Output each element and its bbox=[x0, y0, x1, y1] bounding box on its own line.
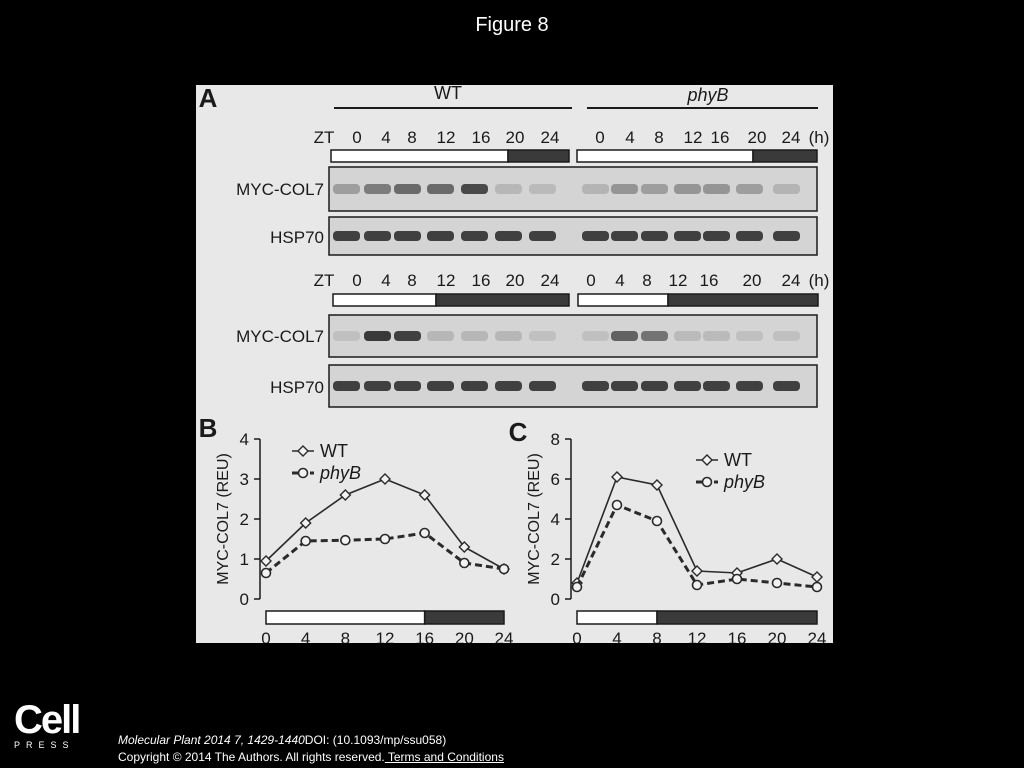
legend-c-marker bbox=[703, 478, 712, 487]
chart-c-y-tick-label: 2 bbox=[550, 550, 560, 569]
chart-c-x-tick-label: 24 bbox=[807, 629, 827, 643]
blot-band bbox=[703, 331, 730, 341]
chart-c-y-tick-label: 6 bbox=[550, 470, 560, 489]
hours-unit-bottom: (h) bbox=[808, 271, 830, 290]
legend-c-label: phyB bbox=[724, 472, 766, 492]
lightbar-a-bottom-phyb-dark bbox=[668, 294, 818, 306]
blot-band bbox=[582, 184, 609, 194]
data-point-phyb bbox=[301, 537, 310, 546]
blot-label: MYC-COL7 bbox=[236, 327, 324, 346]
blot-band bbox=[333, 381, 360, 391]
data-point-phyb bbox=[653, 517, 662, 526]
zt-tick-phyb-bottom: 0 bbox=[586, 271, 596, 290]
blot-band bbox=[773, 231, 800, 241]
legend-b-marker bbox=[299, 469, 308, 478]
blot-band bbox=[364, 331, 391, 341]
data-point-phyb bbox=[813, 583, 822, 592]
zt-tick-wt-bottom: 12 bbox=[436, 271, 456, 290]
blot-band bbox=[736, 381, 763, 391]
zt-tick-phyb-bottom: 4 bbox=[615, 271, 625, 290]
blot-band bbox=[364, 184, 391, 194]
data-point-phyb bbox=[420, 529, 429, 538]
lightbar-a-bottom-phyb-light bbox=[578, 294, 668, 306]
hours-unit-top: (h) bbox=[808, 128, 830, 147]
chart-b-x-tick-label: 8 bbox=[340, 629, 351, 643]
data-point-phyb bbox=[341, 536, 350, 545]
data-point-wt bbox=[692, 566, 702, 576]
data-point-phyb bbox=[262, 569, 271, 578]
blot-band bbox=[529, 331, 556, 341]
chart-b-light-period bbox=[266, 611, 425, 624]
zt-tick-wt-top: 8 bbox=[407, 128, 417, 147]
zt-tick-phyb-top: 8 bbox=[654, 128, 664, 147]
chart-b-x-tick-label: 0 bbox=[261, 629, 271, 643]
cell-press-logo bbox=[14, 698, 86, 750]
blot-label: HSP70 bbox=[270, 378, 324, 397]
chart-c-y-tick-label: 4 bbox=[550, 510, 560, 529]
data-point-wt bbox=[340, 490, 350, 500]
lightbar-a-top-phyb-light bbox=[577, 150, 753, 162]
blot-band bbox=[461, 331, 488, 341]
panel-b-label: B bbox=[198, 413, 218, 443]
blot-band bbox=[674, 184, 701, 194]
lightbar-a-bottom-wt-dark bbox=[436, 294, 569, 306]
figure-svg bbox=[196, 85, 833, 643]
lightbar-a-top-wt-light bbox=[331, 150, 508, 162]
lightbar-a-top-phyb-dark bbox=[753, 150, 817, 162]
data-point-phyb bbox=[381, 535, 390, 544]
blot-band bbox=[394, 331, 421, 341]
data-point-phyb bbox=[773, 579, 782, 588]
chart-c-x-tick-label: 8 bbox=[652, 629, 662, 643]
chart-c-x-tick-label: 4 bbox=[612, 629, 622, 643]
blot-band bbox=[495, 231, 522, 241]
panel-a-label: A bbox=[198, 85, 218, 113]
chart-b-x-tick-label: 4 bbox=[300, 629, 311, 643]
logo-name: Cell bbox=[14, 698, 80, 742]
zt-tick-phyb-top: 24 bbox=[781, 128, 801, 147]
blot-band bbox=[582, 231, 609, 241]
blot-band bbox=[495, 184, 522, 194]
data-point-phyb bbox=[693, 581, 702, 590]
blot-band bbox=[674, 331, 701, 341]
zt-label-bottom: ZT bbox=[313, 271, 335, 290]
zt-tick-wt-bottom: 4 bbox=[381, 271, 391, 290]
data-point-wt bbox=[812, 572, 822, 582]
zt-label-top: ZT bbox=[313, 128, 335, 147]
zt-tick-wt-top: 0 bbox=[352, 128, 362, 147]
zt-tick-phyb-top: 16 bbox=[710, 128, 730, 147]
blot-band bbox=[611, 331, 638, 341]
blot-band bbox=[641, 381, 668, 391]
zt-tick-phyb-bottom: 20 bbox=[742, 271, 762, 290]
group-label-phyb: phyB bbox=[687, 85, 729, 105]
blot-band bbox=[495, 331, 522, 341]
blot-band bbox=[364, 231, 391, 241]
slide-title: Figure 8 bbox=[475, 14, 549, 36]
blot-band bbox=[611, 231, 638, 241]
chart-c-x-tick-label: 20 bbox=[767, 629, 787, 643]
blot-band bbox=[641, 331, 668, 341]
blot-band bbox=[495, 381, 522, 391]
chart-c-y-axis-label: MYC-COL7 (REU) bbox=[526, 453, 543, 585]
citation bbox=[118, 733, 446, 747]
data-point-phyb bbox=[500, 565, 509, 574]
blot-band bbox=[529, 381, 556, 391]
blot-band bbox=[703, 184, 730, 194]
chart-b-dark-period bbox=[425, 611, 504, 624]
zt-tick-phyb-top: 4 bbox=[625, 128, 635, 147]
chart-b-y-tick-label: 1 bbox=[239, 550, 249, 569]
data-point-phyb bbox=[573, 583, 582, 592]
blot-band bbox=[394, 231, 421, 241]
copyright bbox=[118, 750, 504, 764]
blot-band bbox=[773, 381, 800, 391]
zt-tick-wt-bottom: 16 bbox=[471, 271, 491, 290]
blot-band bbox=[427, 381, 454, 391]
blot-band bbox=[394, 381, 421, 391]
terms-and-conditions-link[interactable]: Terms and Conditions bbox=[384, 750, 504, 764]
blot-band bbox=[333, 331, 360, 341]
citation-doi: DOI: (10.1093/mp/ssu058) bbox=[304, 733, 447, 747]
chart-b-y-tick-label: 4 bbox=[239, 430, 249, 449]
panel-c-label: C bbox=[508, 417, 528, 447]
zt-tick-wt-bottom: 24 bbox=[540, 271, 560, 290]
chart-c-dark-period bbox=[657, 611, 817, 624]
blot-band bbox=[427, 184, 454, 194]
chart-c-light-period bbox=[577, 611, 657, 624]
lightbar-a-top-wt-dark bbox=[508, 150, 569, 162]
chart-c-y-tick-label: 8 bbox=[550, 430, 560, 449]
blot-band bbox=[703, 381, 730, 391]
blot-band bbox=[674, 231, 701, 241]
chart-b-x-tick-label: 20 bbox=[454, 629, 474, 643]
citation-journal: Molecular Plant 2014 7, 1429-1440 bbox=[118, 733, 305, 747]
blot-band bbox=[736, 184, 763, 194]
data-point-wt bbox=[652, 480, 662, 490]
data-point-phyb bbox=[733, 575, 742, 584]
zt-tick-wt-top: 12 bbox=[436, 128, 456, 147]
blot-band bbox=[582, 331, 609, 341]
blot-band bbox=[641, 184, 668, 194]
zt-tick-phyb-bottom: 24 bbox=[781, 271, 801, 290]
blot-band bbox=[461, 184, 488, 194]
zt-tick-wt-top: 20 bbox=[505, 128, 525, 147]
zt-tick-phyb-bottom: 8 bbox=[642, 271, 652, 290]
lightbar-a-bottom-wt-light bbox=[333, 294, 436, 306]
chart-b-y-tick-label: 2 bbox=[239, 510, 249, 529]
chart-c-x-tick-label: 12 bbox=[687, 629, 707, 643]
chart-b-y-tick-label: 0 bbox=[239, 590, 249, 609]
blot-band bbox=[364, 381, 391, 391]
blot-band bbox=[461, 231, 488, 241]
blot-band bbox=[461, 381, 488, 391]
zt-tick-phyb-bottom: 16 bbox=[699, 271, 719, 290]
data-point-wt bbox=[380, 474, 390, 484]
blot-band bbox=[427, 331, 454, 341]
zt-tick-phyb-bottom: 12 bbox=[668, 271, 688, 290]
zt-tick-wt-bottom: 20 bbox=[505, 271, 525, 290]
data-point-phyb bbox=[613, 501, 622, 510]
legend-b-label: phyB bbox=[320, 463, 362, 483]
blot-label: MYC-COL7 bbox=[236, 180, 324, 199]
blot-band bbox=[736, 331, 763, 341]
blot-band bbox=[674, 381, 701, 391]
chart-b-y-tick-label: 3 bbox=[239, 470, 249, 489]
legend-c-marker bbox=[702, 455, 712, 465]
chart-b-x-tick-label: 24 bbox=[494, 629, 514, 643]
logo-sub: PRESS bbox=[14, 740, 75, 750]
blot-band bbox=[529, 231, 556, 241]
data-point-wt bbox=[772, 554, 782, 564]
blot-band bbox=[703, 231, 730, 241]
group-label-wt: WT bbox=[434, 85, 462, 103]
blot-band bbox=[529, 184, 556, 194]
blot-band bbox=[611, 184, 638, 194]
blot-band bbox=[427, 231, 454, 241]
chart-b-x-tick-label: 12 bbox=[375, 629, 395, 643]
chart-c-y-tick-label: 0 bbox=[550, 590, 560, 609]
blot-label: HSP70 bbox=[270, 228, 324, 247]
figure-panel bbox=[196, 85, 833, 643]
zt-tick-wt-top: 4 bbox=[381, 128, 391, 147]
chart-c-x-tick-label: 0 bbox=[572, 629, 582, 643]
blot-band bbox=[333, 184, 360, 194]
zt-tick-wt-bottom: 0 bbox=[352, 271, 362, 290]
chart-c-x-tick-label: 16 bbox=[727, 629, 747, 643]
legend-b-marker bbox=[298, 446, 308, 456]
zt-tick-wt-top: 24 bbox=[540, 128, 560, 147]
blot-band bbox=[394, 184, 421, 194]
chart-b-x-tick-label: 16 bbox=[415, 629, 435, 643]
blot-band bbox=[333, 231, 360, 241]
copyright-text: Copyright © 2014 The Authors. All rights reserved. bbox=[118, 750, 385, 764]
blot-band bbox=[582, 381, 609, 391]
blot-band bbox=[611, 381, 638, 391]
data-point-wt bbox=[612, 472, 622, 482]
zt-tick-phyb-top: 20 bbox=[747, 128, 767, 147]
data-point-phyb bbox=[460, 559, 469, 568]
zt-tick-wt-bottom: 8 bbox=[407, 271, 417, 290]
zt-tick-phyb-top: 0 bbox=[595, 128, 605, 147]
chart-b-y-axis-label: MYC-COL7 (REU) bbox=[215, 453, 232, 585]
blot-band bbox=[641, 231, 668, 241]
zt-tick-phyb-top: 12 bbox=[683, 128, 703, 147]
legend-b-label: WT bbox=[320, 441, 348, 461]
legend-c-label: WT bbox=[724, 450, 752, 470]
zt-tick-wt-top: 16 bbox=[471, 128, 491, 147]
blot-band bbox=[773, 184, 800, 194]
blot-band bbox=[736, 231, 763, 241]
blot-band bbox=[773, 331, 800, 341]
